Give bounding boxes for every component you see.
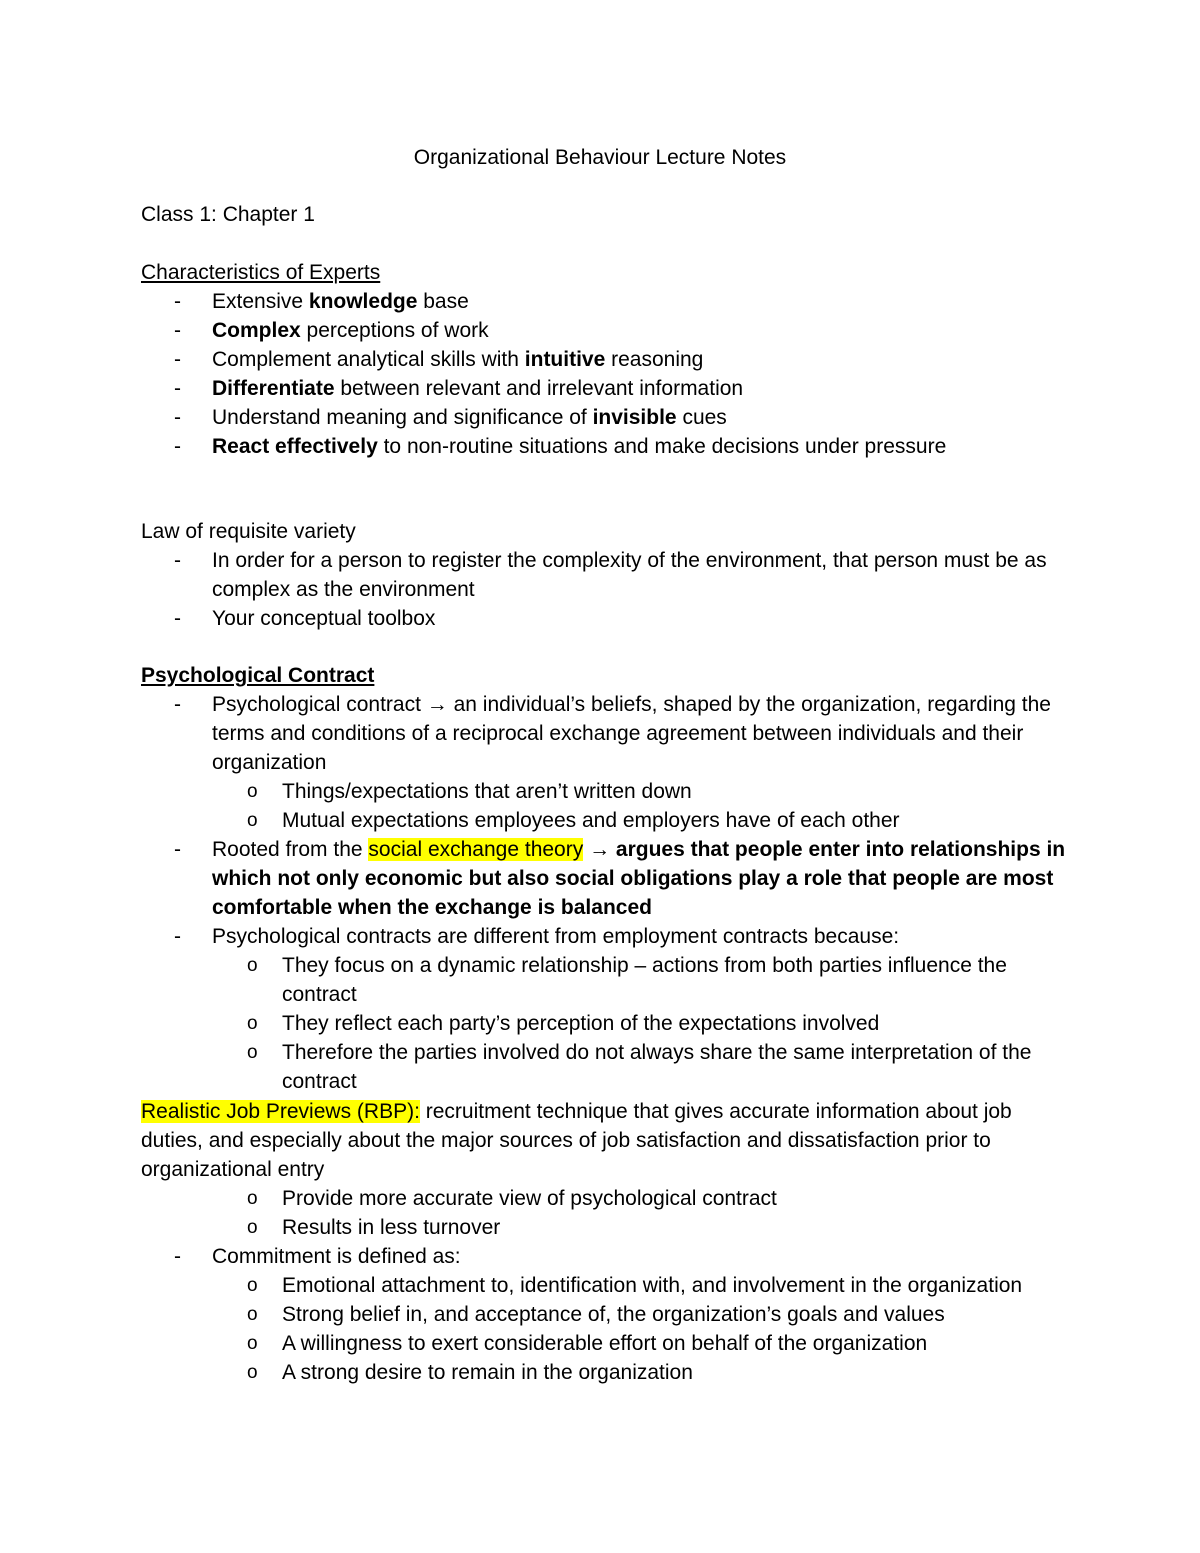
dash-bullet: - <box>174 435 181 458</box>
list-item: - Commitment is defined as: <box>141 1242 1071 1271</box>
class-heading: Class 1: Chapter 1 <box>141 203 315 226</box>
circle-bullet: o <box>247 810 258 831</box>
dash-bullet: - <box>174 377 181 400</box>
list-item: - Extensive knowledge base <box>141 287 1071 316</box>
requisite-section <box>141 517 1071 633</box>
dash-bullet: - <box>174 319 181 342</box>
dash-bullet: - <box>174 549 181 572</box>
sub-list-item: o Strong belief in, and acceptance of, the organization’s goals and values <box>141 1300 1071 1329</box>
sub-list-item: o A willingness to exert considerable effort on behalf of the organization <box>141 1329 1071 1358</box>
circle-bullet: o <box>247 1013 258 1034</box>
document-title: Organizational Behaviour Lecture Notes <box>413 146 787 169</box>
sub-list-item: o Things/expectations that aren’t written down <box>141 777 1071 806</box>
sub-list-item: o Results in less turnover <box>141 1213 1071 1242</box>
sub-list-item: o Mutual expectations employees and employers have of each other <box>141 806 1071 835</box>
sub-list-item: o They focus on a dynamic relationship – actions from both parties influence the contract <box>141 951 1071 1009</box>
circle-bullet: o <box>247 1275 258 1296</box>
circle-bullet: o <box>247 1362 258 1383</box>
dash-bullet: - <box>174 925 181 948</box>
sub-list-item: o Provide more accurate view of psychological contract <box>141 1184 1071 1213</box>
list-item: - Psychological contracts are different from employment contracts because: <box>141 922 1071 951</box>
highlighted-term: social exchange theory <box>368 838 584 861</box>
circle-bullet: o <box>247 1042 258 1063</box>
dash-bullet: - <box>174 1245 181 1268</box>
dash-bullet: - <box>174 693 181 716</box>
list-item: - In order for a person to register the complexity of the environment, that person must be as complex as the environment <box>141 546 1071 604</box>
psych-section <box>141 661 1071 1096</box>
list-item: - Rooted from the social exchange theory → argues that people enter into relationships in which not only economic but also social obligations play a role that people are most comfortable when the exchange is balanced <box>141 835 1071 922</box>
dash-bullet: - <box>174 290 181 313</box>
circle-bullet: o <box>247 1333 258 1354</box>
sub-list-item: o Therefore the parties involved do not always share the same interpretation of the contract <box>141 1038 1071 1096</box>
dash-bullet: - <box>174 348 181 371</box>
list-item: - Your conceptual toolbox <box>141 604 1071 633</box>
circle-bullet: o <box>247 1188 258 1209</box>
rjp-section <box>141 1097 1071 1387</box>
experts-section <box>141 258 1071 461</box>
requisite-heading: Law of requisite variety <box>141 520 356 543</box>
list-item: - Understand meaning and significance of invisible cues <box>141 403 1071 432</box>
dash-bullet: - <box>174 607 181 630</box>
sub-list-item: o Emotional attachment to, identification with, and involvement in the organization <box>141 1271 1071 1300</box>
sub-list-item: o A strong desire to remain in the organization <box>141 1358 1071 1387</box>
circle-bullet: o <box>247 955 258 976</box>
sub-list-item: o They reflect each party’s perception of the expectations involved <box>141 1009 1071 1038</box>
circle-bullet: o <box>247 1217 258 1238</box>
psych-heading: Psychological Contract <box>141 664 375 687</box>
list-item: - Complement analytical skills with intuitive reasoning <box>141 345 1071 374</box>
rjp-definition: Realistic Job Previews (RBP): recruitment technique that gives accurate information about job duties, and especially about the major sources of job satisfaction and dissatisfaction prior to organizational entry <box>141 1100 1012 1181</box>
list-item: - Complex perceptions of work <box>141 316 1071 345</box>
experts-list <box>141 287 1071 461</box>
list-item: - Psychological contract → an individual’s beliefs, shaped by the organization, regarding the terms and conditions of a reciprocal exchange agreement between individuals and their organization <box>141 690 1071 777</box>
circle-bullet: o <box>247 781 258 802</box>
rjp-term: Realistic Job Previews (RBP): <box>141 1100 420 1123</box>
dash-bullet: - <box>174 406 181 429</box>
list-item: - Differentiate between relevant and irrelevant information <box>141 374 1071 403</box>
circle-bullet: o <box>247 1304 258 1325</box>
experts-heading: Characteristics of Experts <box>141 261 381 284</box>
dash-bullet: - <box>174 838 181 861</box>
list-item: - React effectively to non-routine situations and make decisions under pressure <box>141 432 1071 461</box>
